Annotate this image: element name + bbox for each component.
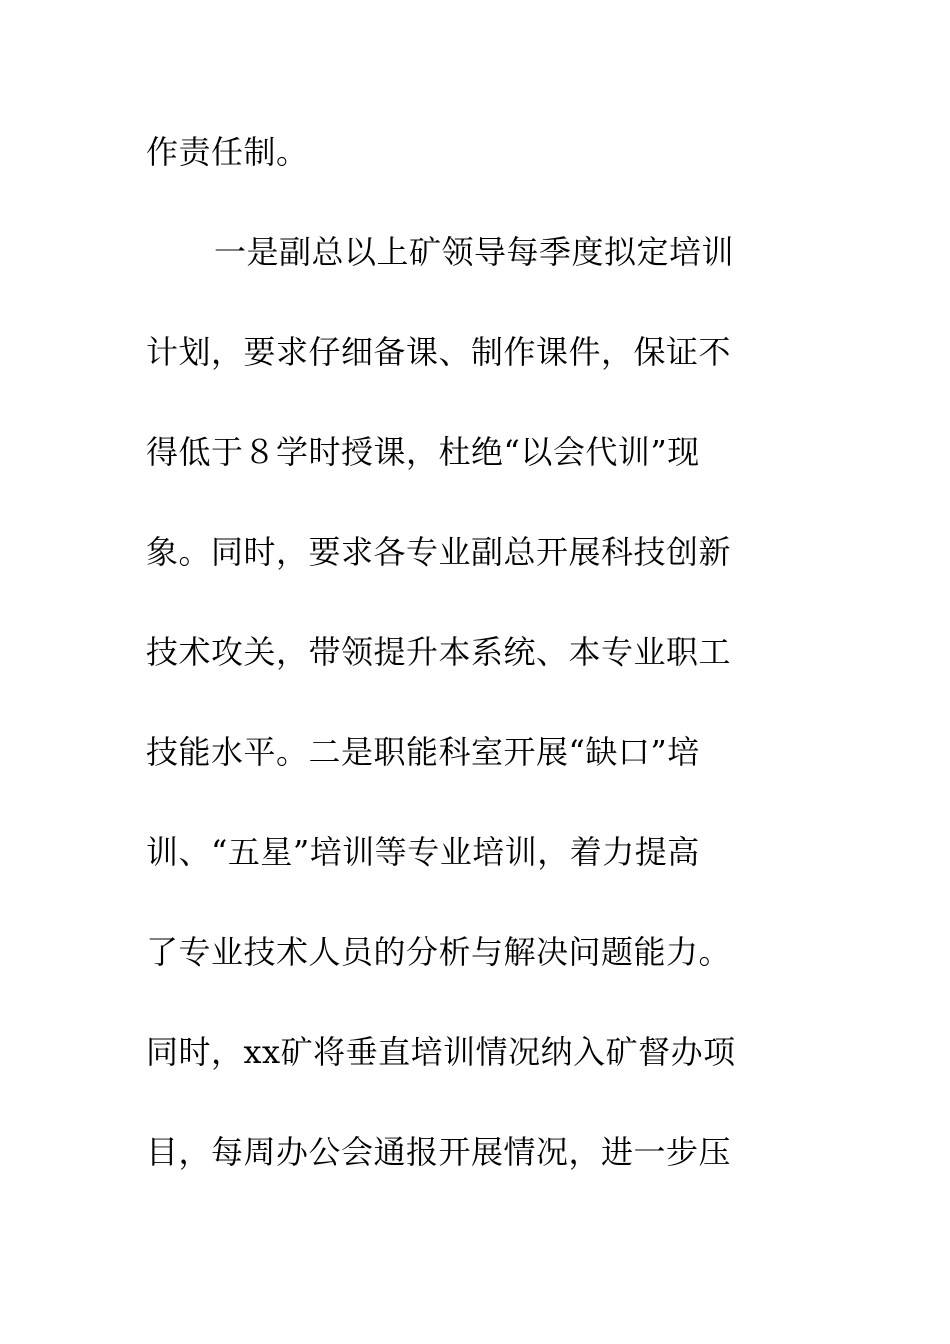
text-line-7: 技能水平。二是职能科室开展“缺口”培 bbox=[146, 733, 700, 771]
text-line-11: 目，每周办公会通报开展情况，进一步压 bbox=[146, 1133, 732, 1171]
text-line-2: 一是副总以上矿领导每季度拟定培训 bbox=[214, 233, 735, 271]
text-line-5: 象。同时，要求各专业副总开展科技创新 bbox=[146, 533, 732, 571]
text-line-6: 技术攻关，带领提升本系统、本专业职工 bbox=[146, 633, 732, 671]
text-line-1: 作责任制。 bbox=[146, 133, 309, 171]
text-line-4: 得低于８学时授课，杜绝“以会代训”现 bbox=[146, 433, 700, 471]
text-line-8: 训、“五星”培训等专业培训，着力提高 bbox=[146, 833, 700, 871]
text-line-10: 同时，xx矿将垂直培训情况纳入矿督办项 bbox=[146, 1033, 736, 1071]
text-line-3: 计划，要求仔细备课、制作课件，保证不 bbox=[146, 333, 732, 371]
text-line-9: 了专业技术人员的分析与解决问题能力。 bbox=[146, 933, 732, 971]
